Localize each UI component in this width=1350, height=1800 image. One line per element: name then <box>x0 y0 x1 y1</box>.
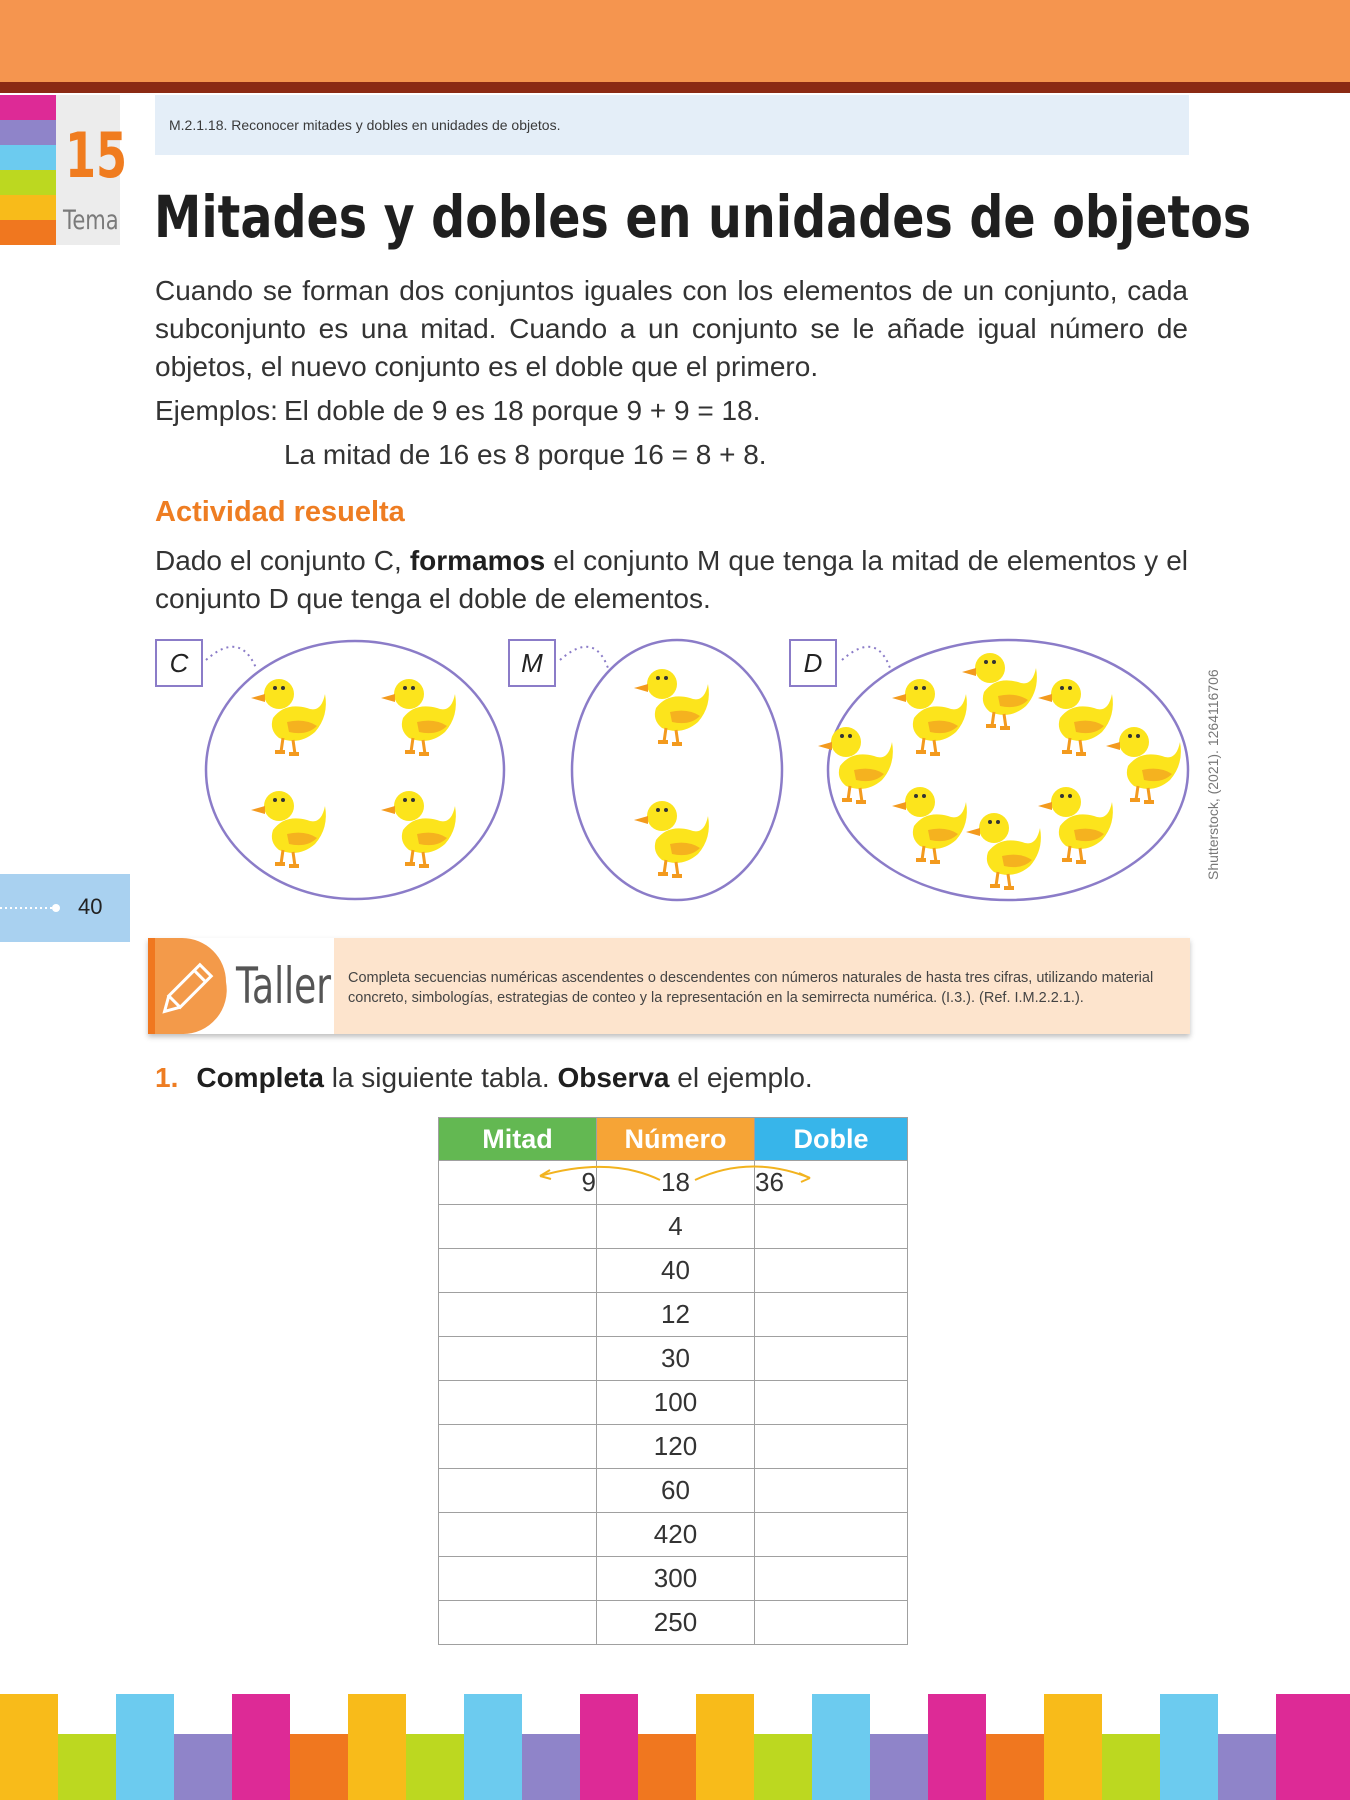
set-label-c: C <box>155 639 203 687</box>
mitad-cell[interactable] <box>439 1293 597 1337</box>
top-brown-rule <box>0 82 1350 93</box>
dotted-leader <box>0 903 62 913</box>
duck <box>251 679 326 754</box>
activity-text-before: Dado el conjunto C, <box>155 545 410 576</box>
stripe <box>0 170 56 195</box>
mitad-cell[interactable] <box>439 1337 597 1381</box>
numero-cell: 120 <box>597 1425 755 1469</box>
activity-paragraph <box>155 542 1188 618</box>
stripe <box>0 120 56 145</box>
table-row <box>439 1337 908 1381</box>
duck <box>1106 727 1181 802</box>
duck <box>962 653 1037 728</box>
doble-cell[interactable] <box>755 1205 908 1249</box>
exercise-bold-1: Completa <box>196 1062 324 1093</box>
duck <box>966 813 1041 888</box>
activity-text-bold: formamos <box>409 545 546 576</box>
duck <box>634 669 709 744</box>
exercise-bold-2: Observa <box>557 1062 670 1093</box>
numero-cell: 12 <box>597 1293 755 1337</box>
table-row <box>439 1293 908 1337</box>
taller-label: Taller <box>236 957 332 1015</box>
image-credit: Shutterstock, (2021). 1264116706 <box>1205 669 1221 880</box>
taller-text-box <box>334 938 1190 1034</box>
doble-cell[interactable] <box>755 1513 908 1557</box>
set-label-d: D <box>789 639 837 687</box>
taller-box <box>148 938 1190 1034</box>
page-number: 40 <box>78 894 103 919</box>
duck <box>1038 679 1113 754</box>
set-m-link <box>560 647 608 668</box>
set-label-m: M <box>508 639 556 687</box>
doble-cell[interactable] <box>755 1249 908 1293</box>
table-row <box>439 1381 908 1425</box>
table-row <box>439 1557 908 1601</box>
exercise-text-2: el ejemplo. <box>669 1062 813 1093</box>
top-orange-band <box>0 0 1350 82</box>
table-row <box>439 1601 908 1645</box>
mitad-cell[interactable] <box>439 1557 597 1601</box>
doble-cell[interactable] <box>755 1337 908 1381</box>
tema-label: Tema <box>63 205 119 236</box>
numero-cell: 300 <box>597 1557 755 1601</box>
stripe <box>0 195 56 220</box>
mitad-cell[interactable] <box>439 1205 597 1249</box>
numero-cell: 250 <box>597 1601 755 1645</box>
table-row <box>439 1205 908 1249</box>
mitad-cell[interactable] <box>439 1381 597 1425</box>
example-line-1: El doble de 9 es 18 porque 9 + 9 = 18. <box>284 395 761 426</box>
table-row <box>439 1425 908 1469</box>
tema-badge <box>56 95 128 245</box>
stripe <box>0 95 56 120</box>
exercise-1-prompt <box>155 1062 813 1094</box>
table-header-row <box>439 1118 908 1161</box>
stripe <box>0 220 56 245</box>
numero-cell: 100 <box>597 1381 755 1425</box>
page-number-tab <box>0 874 130 942</box>
examples-label: Ejemplos: <box>155 395 278 426</box>
doble-cell[interactable] <box>755 1469 908 1513</box>
stripe <box>0 145 56 170</box>
mitad-cell[interactable] <box>439 1513 597 1557</box>
doble-cell[interactable] <box>755 1425 908 1469</box>
skill-banner <box>155 95 1189 155</box>
set-d-link <box>842 647 890 668</box>
duck <box>892 787 967 862</box>
mitad-cell[interactable] <box>439 1469 597 1513</box>
duck <box>1038 787 1113 862</box>
header-doble: Doble <box>755 1118 908 1161</box>
exercise-text-1: la siguiente tabla. <box>323 1062 558 1093</box>
skill-code: M.2.1.18. Reconocer mitades y dobles en unidades de objetos. <box>169 117 561 133</box>
duck <box>892 679 967 754</box>
tema-color-stripes <box>0 95 56 245</box>
numero-cell: 30 <box>597 1337 755 1381</box>
taller-text: Completa secuencias numéricas ascendentes o descendentes con números naturales de hasta tres cifras, utilizando material concreto, simbologías, estrategias de conteo y la representación en la semirrecta numérica. (I.3.). (Ref. I.M.2.2.1.). <box>348 970 1154 1006</box>
doble-cell[interactable] <box>755 1601 908 1645</box>
example-line-2: La mitad de 16 es 8 porque 16 = 8 + 8. <box>284 439 767 470</box>
table-row <box>439 1513 908 1557</box>
table-row <box>439 1249 908 1293</box>
example-arrows <box>520 1160 880 1200</box>
pencil-icon <box>148 938 228 1034</box>
duck <box>381 679 456 754</box>
page-title: Mitades y dobles en unidades de objetos <box>154 183 1252 251</box>
header-mitad: Mitad <box>439 1118 597 1161</box>
intro-paragraph: Cuando se forman dos conjuntos iguales con los elementos de un conjunto, cada subconjunto es una mitad. Cuando a un conjunto se le añade igual número de objetos, el nuevo conjunto es el doble que el primero. <box>155 275 1188 382</box>
tema-number: 15 <box>64 119 128 192</box>
doble-cell[interactable] <box>755 1381 908 1425</box>
table-row <box>439 1469 908 1513</box>
example-mitad: 9 <box>439 1161 597 1205</box>
numero-cell: 4 <box>597 1205 755 1249</box>
numero-cell: 420 <box>597 1513 755 1557</box>
exercise-number: 1. <box>155 1062 179 1093</box>
set-c-link <box>206 647 256 668</box>
mitad-cell[interactable] <box>439 1425 597 1469</box>
doble-cell[interactable] <box>755 1557 908 1601</box>
header-numero: Número <box>597 1118 755 1161</box>
mitad-cell[interactable] <box>439 1601 597 1645</box>
duck <box>251 791 326 866</box>
example-numero: 18 <box>597 1161 755 1205</box>
activity-text-after: el conjunto M que tenga la mitad de elementos y el conjunto D que tenga el doble de elementos. <box>155 545 1188 614</box>
duck <box>634 801 709 876</box>
activity-title: Actividad resuelta <box>155 496 405 528</box>
mitad-cell[interactable] <box>439 1249 597 1293</box>
doble-cell[interactable] <box>755 1293 908 1337</box>
numero-cell: 40 <box>597 1249 755 1293</box>
set-c-outline <box>206 641 504 899</box>
duck <box>381 791 456 866</box>
bottom-color-band <box>0 1694 1350 1800</box>
example-doble: 36 <box>755 1161 908 1205</box>
numero-cell: 60 <box>597 1469 755 1513</box>
